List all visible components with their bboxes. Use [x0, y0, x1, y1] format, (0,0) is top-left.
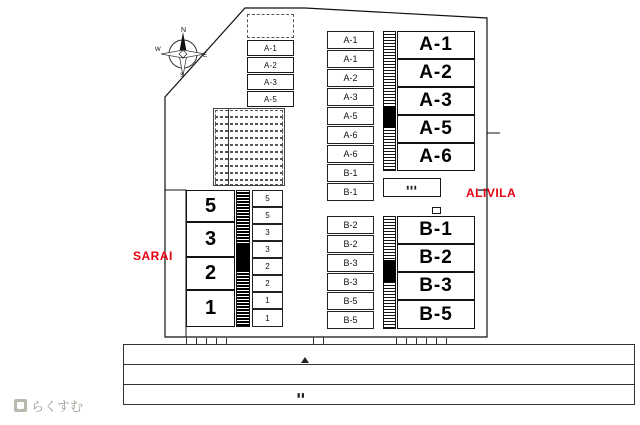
watermark-logo-icon [14, 399, 27, 412]
compass-south-label: S [180, 73, 185, 78]
alivila-label: ALIVILA [466, 186, 517, 200]
left-upper-unit-3-label: A-5 [263, 94, 278, 104]
sarai-small-unit-5-label: 2 [265, 279, 270, 288]
entrance-mark-icon: ▮▮▮ [406, 184, 418, 191]
sarai-label: SARAI [133, 249, 173, 263]
sarai-small-unit-7-label: 1 [265, 313, 270, 323]
left-upper-unit-1[interactable] [247, 57, 294, 73]
sarai-unit-1-label: 3 [204, 228, 217, 250]
sarai-small-unit-5[interactable] [252, 275, 283, 292]
left-upper-unit-3[interactable] [247, 91, 294, 107]
a-unit-3[interactable] [397, 115, 475, 143]
building-b-stair-core [383, 260, 396, 282]
a-unit-3-label: A-5 [419, 118, 453, 139]
parking-stall-row-9[interactable] [215, 173, 283, 180]
site-entry-line-b [323, 337, 324, 345]
compass-east-label: E [203, 53, 208, 59]
site-entry-line-a [313, 337, 314, 345]
sarai-unit-3-label: 1 [204, 297, 217, 319]
left-upper-unit-1-label: A-2 [263, 60, 278, 70]
curb-tick-6 [406, 338, 407, 344]
a-unit-1-label: A-2 [419, 62, 453, 83]
curb-tick-10 [446, 338, 447, 344]
sarai-unit-3[interactable] [186, 290, 235, 327]
sarai-small-unit-3-label: 3 [265, 245, 270, 254]
b-unit-1[interactable] [397, 244, 475, 272]
building-a-entrance-box [383, 178, 441, 197]
road-direction-marker [298, 356, 312, 364]
parking-stall-row-3[interactable] [215, 131, 283, 138]
a-unit-4[interactable] [397, 143, 475, 171]
a-mid-unit-0[interactable] [327, 31, 374, 49]
parking-stall-row-10[interactable] [215, 180, 283, 185]
b-mid-unit-0[interactable] [327, 216, 374, 234]
compass-north-label: N [181, 27, 187, 34]
curb-tick-4 [226, 338, 227, 344]
curb-tick-9 [436, 338, 437, 344]
b-mid-unit-0-label: B-2 [343, 220, 358, 230]
b-unit-3[interactable] [397, 300, 475, 329]
top-utility-box [247, 14, 294, 38]
a-mid-unit-3[interactable] [327, 88, 374, 106]
road-line-top [123, 344, 635, 345]
curb-tick-7 [416, 338, 417, 344]
left-upper-unit-2-label: A-3 [263, 77, 278, 87]
parking-stall-row-8[interactable] [215, 166, 283, 173]
parking-stall-row-7[interactable] [215, 159, 283, 166]
road-line-lower [123, 384, 635, 385]
a-mid-unit-5-label: A-6 [343, 130, 358, 140]
b-unit-2[interactable] [397, 272, 475, 300]
parking-stall-row-0[interactable] [215, 110, 283, 117]
curb-tick-2 [206, 338, 207, 344]
a-unit-2-label: A-3 [419, 90, 453, 111]
sarai-stair-core [236, 245, 250, 271]
sarai-unit-1[interactable] [186, 222, 235, 257]
b-mid-unit-2-label: B-3 [343, 258, 358, 268]
b-mid-unit-3[interactable] [327, 273, 374, 291]
a-mid-unit-1-label: A-1 [343, 54, 358, 64]
a-mid-unit-1[interactable] [327, 50, 374, 68]
parking-divider-line [228, 109, 229, 185]
sarai-small-unit-6[interactable] [252, 292, 283, 309]
sarai-small-unit-6-label: 1 [265, 296, 270, 305]
left-upper-unit-2[interactable] [247, 74, 294, 90]
sarai-unit-0[interactable] [186, 190, 235, 222]
parking-stall-row-5[interactable] [215, 145, 283, 152]
b-mid-unit-1[interactable] [327, 235, 374, 253]
curb-tick-0 [186, 338, 187, 344]
building-b-entrance-box [432, 207, 441, 214]
building-a-corridor [383, 31, 396, 171]
a-unit-4-label: A-6 [419, 146, 453, 167]
watermark [14, 396, 83, 415]
road-line-bottom [123, 404, 635, 405]
building-a-stair-core [383, 106, 396, 128]
parking-stall-row-2[interactable] [215, 124, 283, 131]
b-unit-0-label: B-1 [419, 219, 453, 240]
a-mid-unit-6-label: A-6 [343, 149, 358, 159]
sarai-small-unit-4[interactable] [252, 258, 283, 275]
a-mid-unit-8-label: B-1 [343, 187, 358, 197]
b-mid-unit-4[interactable] [327, 292, 374, 310]
b-unit-1-label: B-2 [419, 247, 453, 268]
sarai-small-unit-1-label: 5 [265, 211, 270, 220]
left-upper-unit-0[interactable] [247, 40, 294, 56]
road-connector-right [634, 344, 635, 404]
a-unit-0[interactable] [397, 31, 475, 59]
curb-tick-1 [196, 338, 197, 344]
sarai-small-unit-2-label: 3 [265, 228, 270, 237]
b-unit-0[interactable] [397, 216, 475, 244]
left-upper-unit-0-label: A-1 [263, 43, 278, 53]
a-unit-1[interactable] [397, 59, 475, 87]
b-unit-2-label: B-3 [419, 275, 453, 296]
compass-west-label: W [155, 47, 161, 53]
a-mid-unit-0-label: A-1 [343, 35, 358, 45]
a-mid-unit-8[interactable] [327, 183, 374, 201]
sarai-small-unit-1[interactable] [252, 207, 283, 224]
a-mid-unit-7-label: B-1 [343, 168, 358, 178]
road-connector-left [123, 344, 124, 404]
curb-tick-5 [396, 338, 397, 344]
curb-tick-3 [216, 338, 217, 344]
sarai-unit-2-label: 2 [204, 262, 217, 284]
sarai-unit-2[interactable] [186, 257, 235, 290]
a-mid-unit-5[interactable] [327, 126, 374, 144]
a-unit-0-label: A-1 [419, 34, 453, 55]
sarai-small-unit-0-label: 5 [265, 194, 270, 203]
sarai-small-unit-3[interactable] [252, 241, 283, 258]
road-line-mid [123, 364, 635, 365]
sarai-unit-0-label: 5 [204, 194, 217, 217]
parking-stall-row-1[interactable] [215, 117, 283, 124]
sarai-small-unit-7[interactable] [252, 309, 283, 327]
a-mid-unit-4-label: A-5 [343, 111, 358, 121]
b-mid-unit-3-label: B-3 [343, 277, 358, 287]
a-unit-2[interactable] [397, 87, 475, 115]
b-unit-3-label: B-5 [419, 303, 453, 325]
b-mid-unit-5[interactable] [327, 311, 374, 329]
sarai-small-unit-4-label: 2 [265, 262, 270, 271]
parking-stall-row-4[interactable] [215, 138, 283, 145]
a-mid-unit-4[interactable] [327, 107, 374, 125]
a-mid-unit-7[interactable] [327, 164, 374, 182]
watermark-text: らくすむ [31, 400, 84, 415]
b-mid-unit-1-label: B-2 [343, 239, 358, 249]
curb-tick-8 [426, 338, 427, 344]
b-mid-unit-2[interactable] [327, 254, 374, 272]
a-mid-unit-3-label: A-3 [343, 92, 358, 102]
parking-stall-row-6[interactable] [215, 152, 283, 159]
b-mid-unit-4-label: B-5 [343, 296, 358, 306]
sarai-small-unit-0[interactable] [252, 190, 283, 207]
road-center-mark: ▮▮ [297, 393, 306, 399]
b-mid-unit-5-label: B-5 [343, 315, 358, 325]
a-mid-unit-6[interactable] [327, 145, 374, 163]
a-mid-unit-2-label: A-2 [343, 73, 358, 83]
compass-rose [154, 24, 212, 78]
a-mid-unit-2[interactable] [327, 69, 374, 87]
sarai-small-unit-2[interactable] [252, 224, 283, 241]
